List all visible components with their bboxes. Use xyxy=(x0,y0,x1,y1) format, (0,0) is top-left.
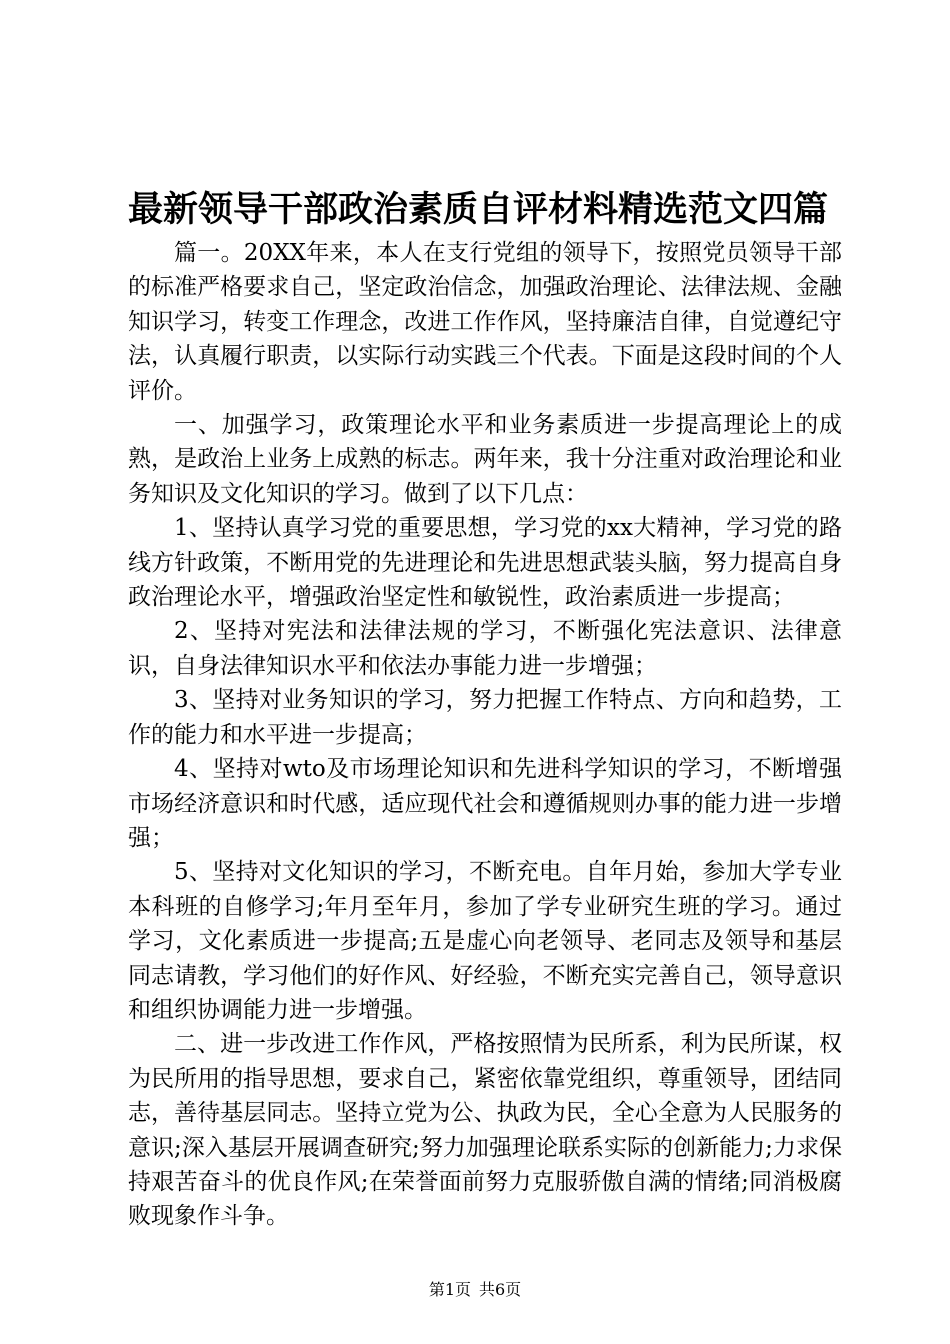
paragraph-intro: 篇一。20XX年来，本人在支行党组的领导下，按照党员领导干部的标准严格要求自己，坚定政治信念，加强政治理论、法律法规、金融知识学习，转变工作理念，改进工作作风，坚持廉洁自律，自觉遵纪守法，认真履行职责，以实际行动实践三个代表。下面是这段时间的个人评价。 xyxy=(128,240,842,404)
paragraph-item-5: 5、坚持对文化知识的学习，不断充电。自年月始，参加大学专业本科班的自修学习;年月至年月，参加了学专业研究生班的学习。通过学习，文化素质进一步提高;五是虚心向老领导、老同志及领导和基层同志请教，学习他们的好作风、好经验，不断充实完善自己，领导意识和组织协调能力进一步增强。 xyxy=(128,859,842,1023)
paragraph-item-1: 1、坚持认真学习党的重要思想，学习党的xx大精神，学习党的路线方针政策，不断用党的先进理论和先进思想武装头脑，努力提高自身政治理论水平，增强政治坚定性和敏锐性，政治素质进一步提高； xyxy=(128,515,842,611)
paragraph-item-3: 3、坚持对业务知识的学习，努力把握工作特点、方向和趋势，工作的能力和水平进一步提高； xyxy=(128,687,842,748)
document-body xyxy=(128,236,842,1234)
page-footer xyxy=(0,1280,950,1300)
document-title: 最新领导干部政治素质自评材料精选范文四篇 xyxy=(128,189,829,230)
page-total: 共6页 xyxy=(479,1280,522,1299)
paragraph-section-two: 二、进一步改进工作作风，严格按照情为民所系，利为民所谋，权为民所用的指导思想，要求自己，紧密依靠党组织，尊重领导，团结同志，善待基层同志。坚持立党为公、执政为民，全心全意为人民服务的意识;深入基层开展调查研究;努力加强理论联系实际的创新能力;力求保持艰苦奋斗的优良作风;在荣誉面前努力克服骄傲自满的情绪;同消极腐败现象作斗争。 xyxy=(128,1031,842,1230)
paragraph-item-4: 4、坚持对wto及市场理论知识和先进科学知识的学习，不断增强市场经济意识和时代感，适应现代社会和遵循规则办事的能力进一步增强； xyxy=(128,756,842,851)
paragraph-section-one: 一、加强学习，政策理论水平和业务素质进一步提高理论上的成熟，是政治上业务上成熟的标志。两年来，我十分注重对政治理论和业务知识及文化知识的学习。做到了以下几点： xyxy=(128,412,842,507)
page-number: 第1页 xyxy=(428,1280,471,1299)
paragraph-item-2: 2、坚持对宪法和法律法规的学习，不断强化宪法意识、法律意识，自身法律知识水平和依法办事能力进一步增强； xyxy=(128,618,842,679)
